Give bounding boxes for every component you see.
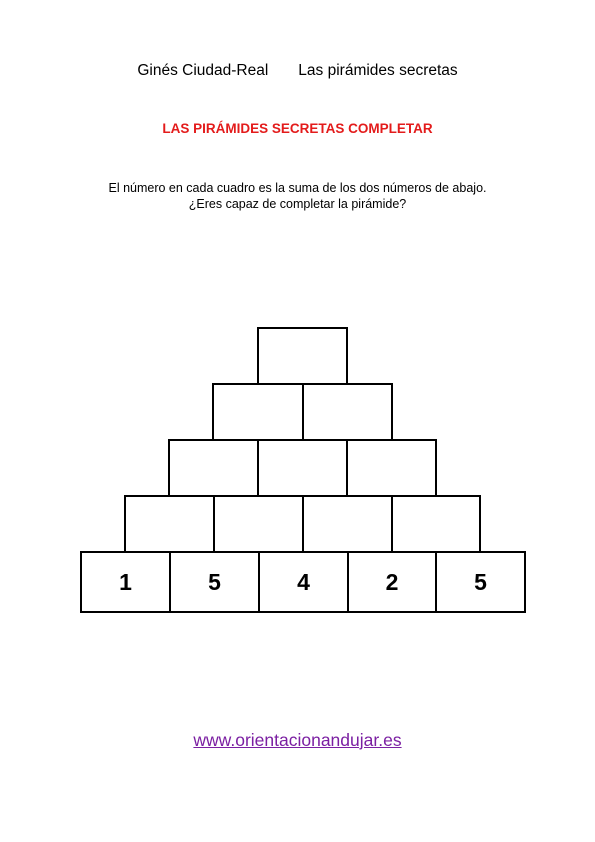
pyramid-cell[interactable] bbox=[257, 439, 348, 497]
pyramid-cell[interactable] bbox=[124, 495, 215, 553]
website-link[interactable]: www.orientacionandujar.es bbox=[193, 730, 402, 750]
pyramid-cell-given: 5 bbox=[169, 551, 260, 613]
pyramid-cell[interactable] bbox=[391, 495, 481, 553]
pyramid-cell[interactable] bbox=[213, 495, 304, 553]
pyramid-cell[interactable] bbox=[302, 383, 393, 441]
pyramid-cell-given: 1 bbox=[80, 551, 171, 613]
pyramid-cell[interactable] bbox=[346, 439, 437, 497]
pyramid-cell-given: 5 bbox=[435, 551, 526, 613]
pyramid-cell-given: 4 bbox=[258, 551, 349, 613]
instructions-line-2: ¿Eres capaz de completar la pirámide? bbox=[188, 197, 407, 211]
worksheet-title: LAS PIRÁMIDES SECRETAS COMPLETAR bbox=[162, 121, 433, 136]
pyramid-cell-given: 2 bbox=[347, 551, 437, 613]
pyramid-cell[interactable] bbox=[212, 383, 304, 441]
instructions-line-1: El número en cada cuadro es la suma de los dos números de abajo. bbox=[108, 181, 487, 195]
pyramid-cell[interactable] bbox=[302, 495, 393, 553]
header-author: Ginés Ciudad-Real bbox=[137, 62, 269, 79]
header-subject: Las pirámides secretas bbox=[298, 62, 458, 79]
pyramid-cell[interactable] bbox=[257, 327, 348, 385]
page-footer bbox=[0, 730, 595, 751]
pyramid-cell[interactable] bbox=[168, 439, 259, 497]
